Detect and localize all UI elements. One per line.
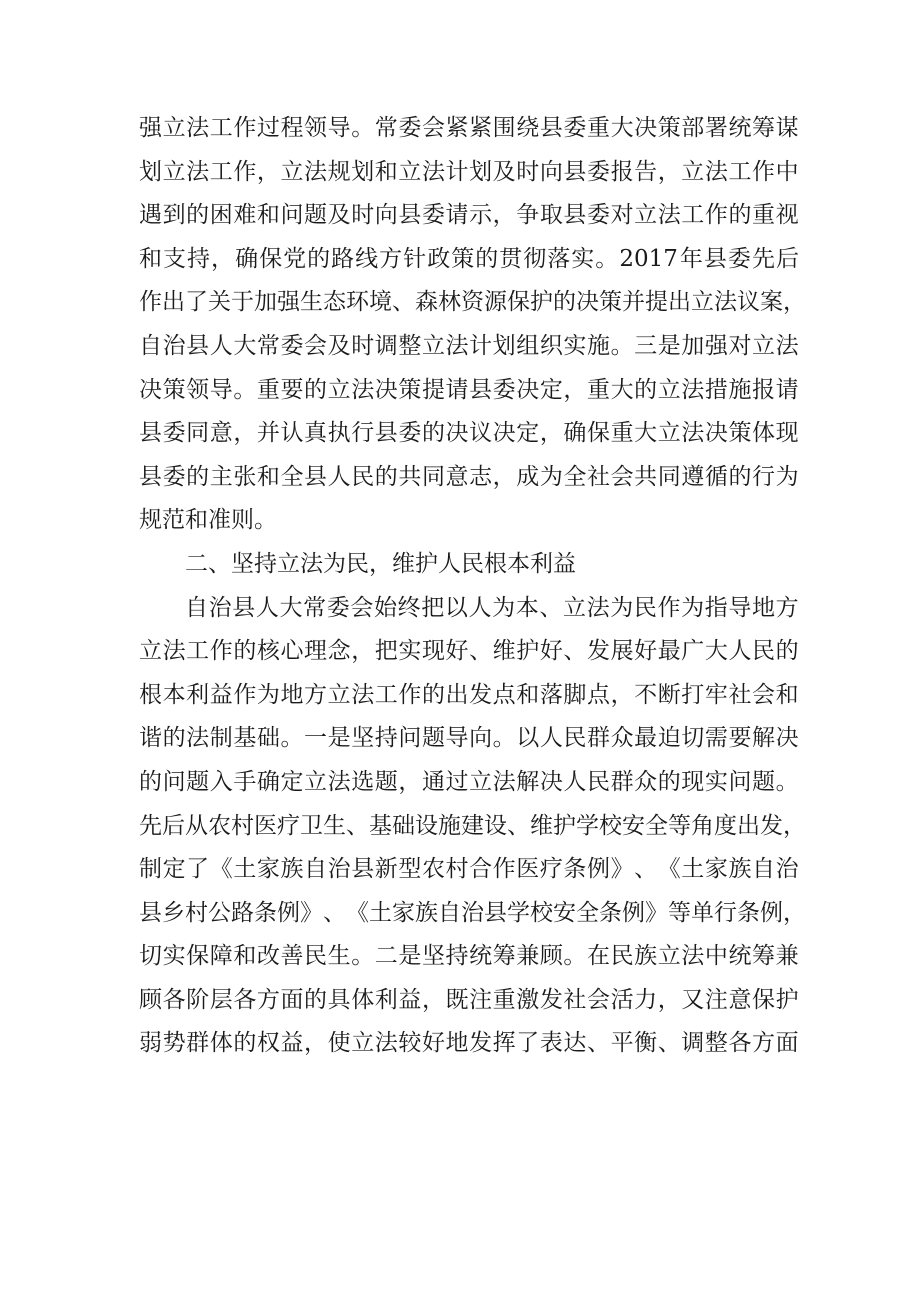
text-line: 顾 各 阶 层 各 方 面 的 具 体 利 益 ， 既 注 重 激 发 社 会 活 力 ， 又 注 意 保 护 [139,986,799,1013]
body-text [139,107,806,1066]
text-line: 遇 到 的 困 难 和 问 题 及 时 向 县 委 请 示 ， 争 取 县 委 对 立 法 工 作 的 重 视 [139,202,799,229]
text-line: 作 出 了 关 于 加 强 生 态 环 境 、 森 林 资 源 保 护 的 决 策 并 提 出 立 法 议 案 ， [139,289,806,316]
section-heading: 二、坚持立法为民，维护人民根本利益 [185,550,576,577]
text-line: 强 立 法 工 作 过 程 领 导 。 常 委 会 紧 紧 围 绕 县 委 重 大 决 策 部 署 统 筹 谋 [139,115,799,141]
text-line: 县 委 同 意 ， 并 认 真 执 行 县 委 的 决 议 决 定 ， 确 保 重 大 立 法 决 策 体 现 [139,420,799,447]
text-line: 根 本 利 益 作 为 地 方 立 法 工 作 的 出 发 点 和 落 脚 点 ， 不 断 打 牢 社 会 和 [139,681,799,708]
text-line: 谐 的 法 制 基 础 。 一 是 坚 持 问 题 导 向 。 以 人 民 群 众 最 迫 切 需 要 解 决 [139,725,799,752]
text-line: 自 治 县 人 大 常 委 会 始 终 把 以 人 为 本 、 立 法 为 民 作 为 指 导 地 方 [185,594,799,621]
text-line: 切 实 保 障 和 改 善 民 生 。 二 是 坚 持 统 筹 兼 顾 。 在 民 族 立 法 中 统 筹 兼 [139,943,799,970]
text-line: 立 法 工 作 的 核 心 理 念 ， 把 实 现 好 、 维 护 好 、 发 展 好 最 广 大 人 民 的 [139,638,799,665]
text-line: 的 问 题 入 手 确 定 立 法 选 题 ， 通 过 立 法 解 决 人 民 群 众 的 现 实 问 题 。 [139,768,799,795]
text-line: 弱 势 群 体 的 权 益 ， 使 立 法 较 好 地 发 挥 了 表 达 、 平 衡 、 调 整 各 方 面 [139,1030,799,1057]
text-line: 规范和准则。 [139,507,277,534]
text-line: 和 支 持 ， 确 保 党 的 路 线 方 针 政 策 的 贯 彻 落 实 。 2017 年 县 委 先 后 [139,245,799,272]
text-line: 划 立 法 工 作 ， 立 法 规 划 和 立 法 计 划 及 时 向 县 委 报 告 ， 立 法 工 作 中 [139,158,799,185]
text-line: 先 后 从 农 村 医 疗 卫 生 、 基 础 设 施 建 设 、 维 护 学 校 安 全 等 角 度 出 发 ， [139,812,806,839]
text-line: 自 治 县 人 大 常 委 会 及 时 调 整 立 法 计 划 组 织 实 施 。 三 是 加 强 对 立 法 [139,332,799,359]
text-line: 县 乡 村 公 路 条 例 》 、 《 土 家 族 自 治 县 学 校 安 全 条 例 》 等 单 行 条 例 ， [139,899,806,926]
text-line: 制 定 了 《 土 家 族 自 治 县 新 型 农 村 合 作 医 疗 条 例 》 、 《 土 家 族 自 治 [139,856,799,883]
text-line: 决 策 领 导 。 重 要 的 立 法 决 策 提 请 县 委 决 定 ， 重 大 的 立 法 措 施 报 请 [139,376,799,403]
text-line: 县 委 的 主 张 和 全 县 人 民 的 共 同 意 志 ， 成 为 全 社 会 共 同 遵 循 的 行 为 [139,463,799,490]
